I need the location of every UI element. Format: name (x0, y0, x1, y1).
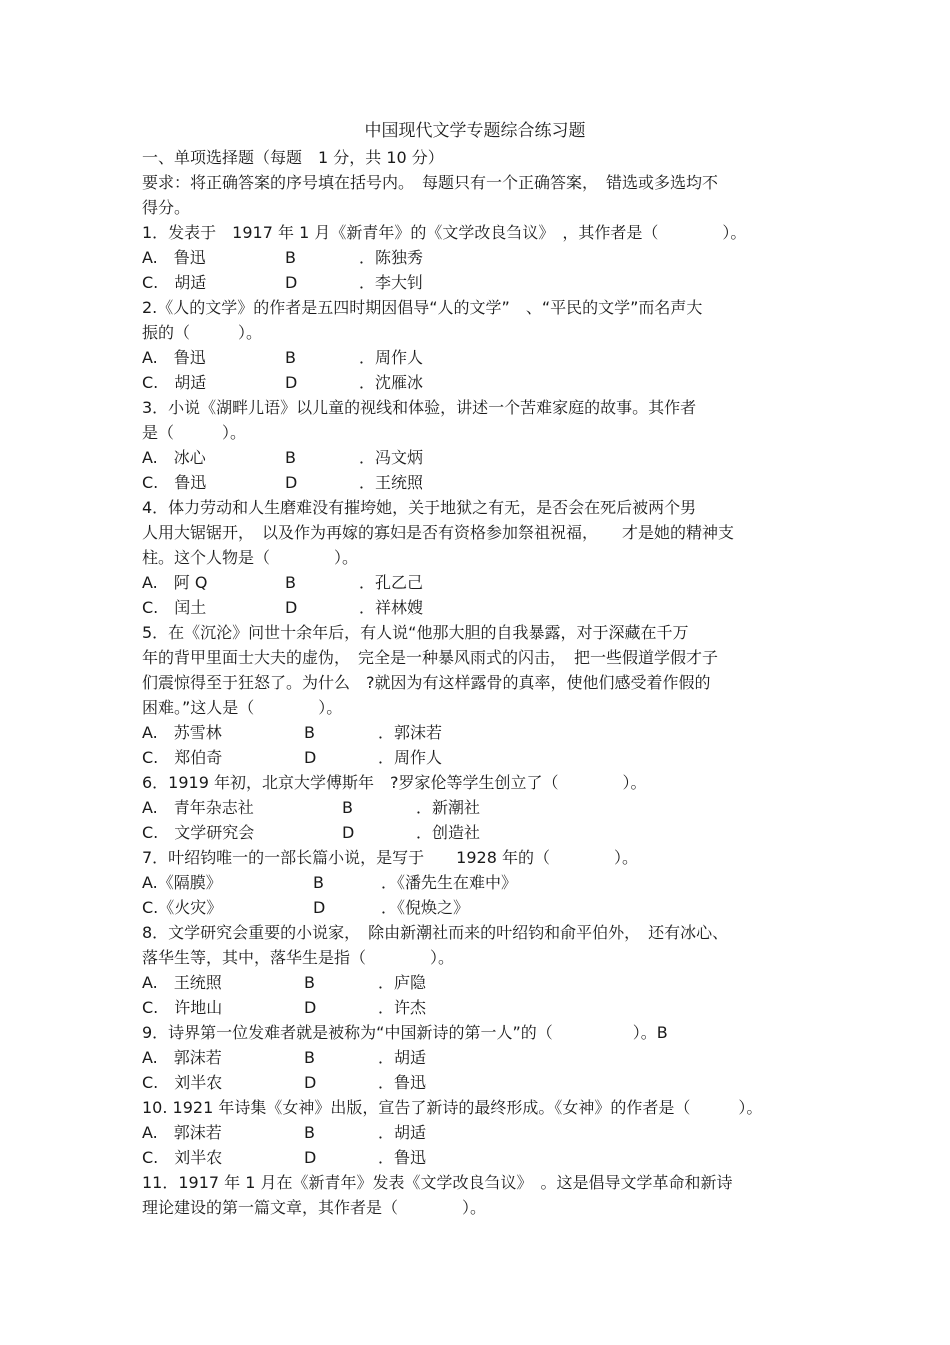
option-d-letter: D (285, 598, 298, 617)
option-c: C. 刘半农 (142, 1073, 223, 1092)
option-c: C. 胡适 (142, 373, 207, 392)
option-d-letter: D (304, 1148, 317, 1167)
option-d-text: ．创造社 (416, 823, 481, 842)
option-row (142, 820, 822, 845)
question-6 (142, 770, 822, 845)
question-9 (142, 1020, 822, 1095)
option-c: C. 刘半农 (142, 1148, 223, 1167)
requirement-line: 要求：将正确答案的序号填在括号内。 每题只有一个正确答案， 错选或多选均不 (142, 173, 719, 192)
option-b-text: ．庐隐 (378, 973, 427, 992)
question-stem: 困难。”这人是（ ）。 (142, 698, 343, 717)
option-b-letter: B (285, 573, 296, 592)
question-stem: 落华生等，其中，落华生是指（ ）。 (142, 948, 455, 967)
option-c: C. 闰土 (142, 598, 207, 617)
option-b-letter: B (304, 723, 315, 742)
question-stem: 3．小说《湖畔儿语》以儿童的视线和体验，讲述一个苦难家庭的故事。其作者 (142, 398, 697, 417)
option-row (142, 720, 822, 745)
option-c: C. 鲁迅 (142, 473, 207, 492)
option-d-letter: D (285, 373, 298, 392)
question-stem: 1．发表于 1917 年 1 月《新青年》的《文学改良刍议》 ，其作者是（ ）。 (142, 223, 747, 242)
question-2 (142, 295, 822, 395)
option-c: C. 胡适 (142, 273, 207, 292)
option-a: A. 郭沫若 (142, 1123, 222, 1142)
option-row (142, 370, 822, 395)
question-1 (142, 220, 822, 295)
question-stem: 振的（ ）。 (142, 323, 263, 342)
option-c: C.《火灾》 (142, 898, 223, 917)
option-b-letter: B (285, 348, 296, 367)
question-stem: 是（ ）。 (142, 423, 247, 442)
option-b-text: ．胡适 (378, 1123, 427, 1142)
option-c: C. 许地山 (142, 998, 223, 1017)
question-5 (142, 620, 822, 770)
option-b-text: ．孔乙己 (359, 573, 424, 592)
option-a: A. 鲁迅 (142, 248, 206, 267)
option-a: A. 阿 Q (142, 573, 208, 592)
document-title: 中国现代文学专题综合练习题 (364, 121, 586, 141)
option-a: A.《隔膜》 (142, 873, 222, 892)
option-d-letter: D (304, 748, 317, 767)
option-d-letter: D (304, 998, 317, 1017)
option-row (142, 970, 822, 995)
option-d-text: ．周作人 (378, 748, 443, 767)
option-a: A. 鲁迅 (142, 348, 206, 367)
question-3 (142, 395, 822, 495)
option-d-letter: D (285, 473, 298, 492)
option-d-text: ．鲁迅 (378, 1073, 427, 1092)
option-d-text: ．王统照 (359, 473, 424, 492)
question-stem: 6．1919 年初，北京大学傅斯年 ?罗家伦等学生创立了（ ）。 (142, 773, 647, 792)
option-d-text: ．沈雁冰 (359, 373, 424, 392)
option-b-text: ．胡适 (378, 1048, 427, 1067)
option-row (142, 745, 822, 770)
option-row (142, 595, 822, 620)
question-stem: 们震惊得至于狂怒了。为什么 ?就因为有这样露骨的真率，使他们感受着作假的 (142, 673, 711, 692)
option-a: A. 青年杂志社 (142, 798, 254, 817)
option-b-text: ．周作人 (359, 348, 424, 367)
requirement-line: 得分。 (142, 198, 191, 217)
option-c: C. 郑伯奇 (142, 748, 223, 767)
question-stem: 7．叶绍钧唯一的一部长篇小说，是写于 1928 年的（ ）。 (142, 848, 638, 867)
option-d-letter: D (304, 1073, 317, 1092)
option-c: C. 文学研究会 (142, 823, 255, 842)
option-d-text: ．李大钊 (359, 273, 424, 292)
question-4 (142, 495, 822, 620)
option-a: A. 苏雪林 (142, 723, 222, 742)
option-row (142, 1145, 822, 1170)
section-heading: 一、单项选择题（每题 1 分，共 10 分） (142, 148, 444, 167)
option-b-text: ．新潮社 (416, 798, 481, 817)
option-a: A. 王统照 (142, 973, 222, 992)
option-b-letter: B (304, 973, 315, 992)
option-d-letter: D (342, 823, 355, 842)
question-stem: 年的背甲里面士大夫的虚伪， 完全是一种暴风雨式的闪击， 把一些假道学假才子 (142, 648, 719, 667)
option-row (142, 895, 822, 920)
option-row (142, 445, 822, 470)
question-stem: 11．1917 年 1 月在《新青年》发表《文学改良刍议》 。这是倡导文学革命和新诗 (142, 1173, 733, 1192)
option-row (142, 470, 822, 495)
option-d-text: ．《倪焕之》 (381, 898, 470, 917)
option-b-text: ．郭沫若 (378, 723, 443, 742)
question-11 (142, 1170, 822, 1220)
option-row (142, 570, 822, 595)
option-d-letter: D (285, 273, 298, 292)
option-a: A. 冰心 (142, 448, 206, 467)
option-row (142, 1045, 822, 1070)
option-b-text: ．冯文炳 (359, 448, 424, 467)
question-stem: 柱。这个人物是（ ）。 (142, 548, 359, 567)
question-stem: 9．诗界第一位发难者就是被称为“中国新诗的第一人”的（ ）。B (142, 1023, 668, 1042)
question-stem: 10. 1921 年诗集《女神》出版，宣告了新诗的最终形成。《女神》的作者是（ ）。 (142, 1098, 763, 1117)
option-row (142, 1070, 822, 1095)
option-b-text: ．《潘先生在难中》 (381, 873, 518, 892)
question-stem: 8．文学研究会重要的小说家， 除由新潮社而来的叶绍钧和俞平伯外， 还有冰心、 (142, 923, 729, 942)
option-row (142, 1120, 822, 1145)
question-stem: 理论建设的第一篇文章，其作者是（ ）。 (142, 1198, 487, 1217)
question-stem: 4．体力劳动和人生磨难没有摧垮她，关于地狱之有无，是否会在死后被两个男 (142, 498, 697, 517)
option-d-text: ．鲁迅 (378, 1148, 427, 1167)
option-b-letter: B (304, 1123, 315, 1142)
question-stem: 5．在《沉沦》问世十余年后，有人说“他那大胆的自我暴露，对于深藏在千万 (142, 623, 689, 642)
option-b-letter: B (342, 798, 353, 817)
option-row (142, 270, 822, 295)
option-row (142, 345, 822, 370)
option-d-letter: D (313, 898, 326, 917)
question-7 (142, 845, 822, 920)
option-b-letter: B (304, 1048, 315, 1067)
option-a: A. 郭沫若 (142, 1048, 222, 1067)
option-d-text: ．祥林嫂 (359, 598, 424, 617)
option-b-letter: B (285, 248, 296, 267)
option-b-letter: B (313, 873, 324, 892)
document-body (142, 145, 822, 1220)
question-stem: 人用大锯锯开， 以及作为再嫁的寡妇是否有资格参加祭祖祝福， 才是她的精神支 (142, 523, 735, 542)
question-10 (142, 1095, 822, 1170)
option-b-text: ．陈独秀 (359, 248, 424, 267)
option-b-letter: B (285, 448, 296, 467)
option-row (142, 870, 822, 895)
question-8 (142, 920, 822, 1020)
option-row (142, 245, 822, 270)
question-stem: 2.《人的文学》的作者是五四时期因倡导“人的文学” 、“平民的文学”而名声大 (142, 298, 703, 317)
option-d-text: ．许杰 (378, 998, 427, 1017)
option-row (142, 995, 822, 1020)
option-row (142, 795, 822, 820)
